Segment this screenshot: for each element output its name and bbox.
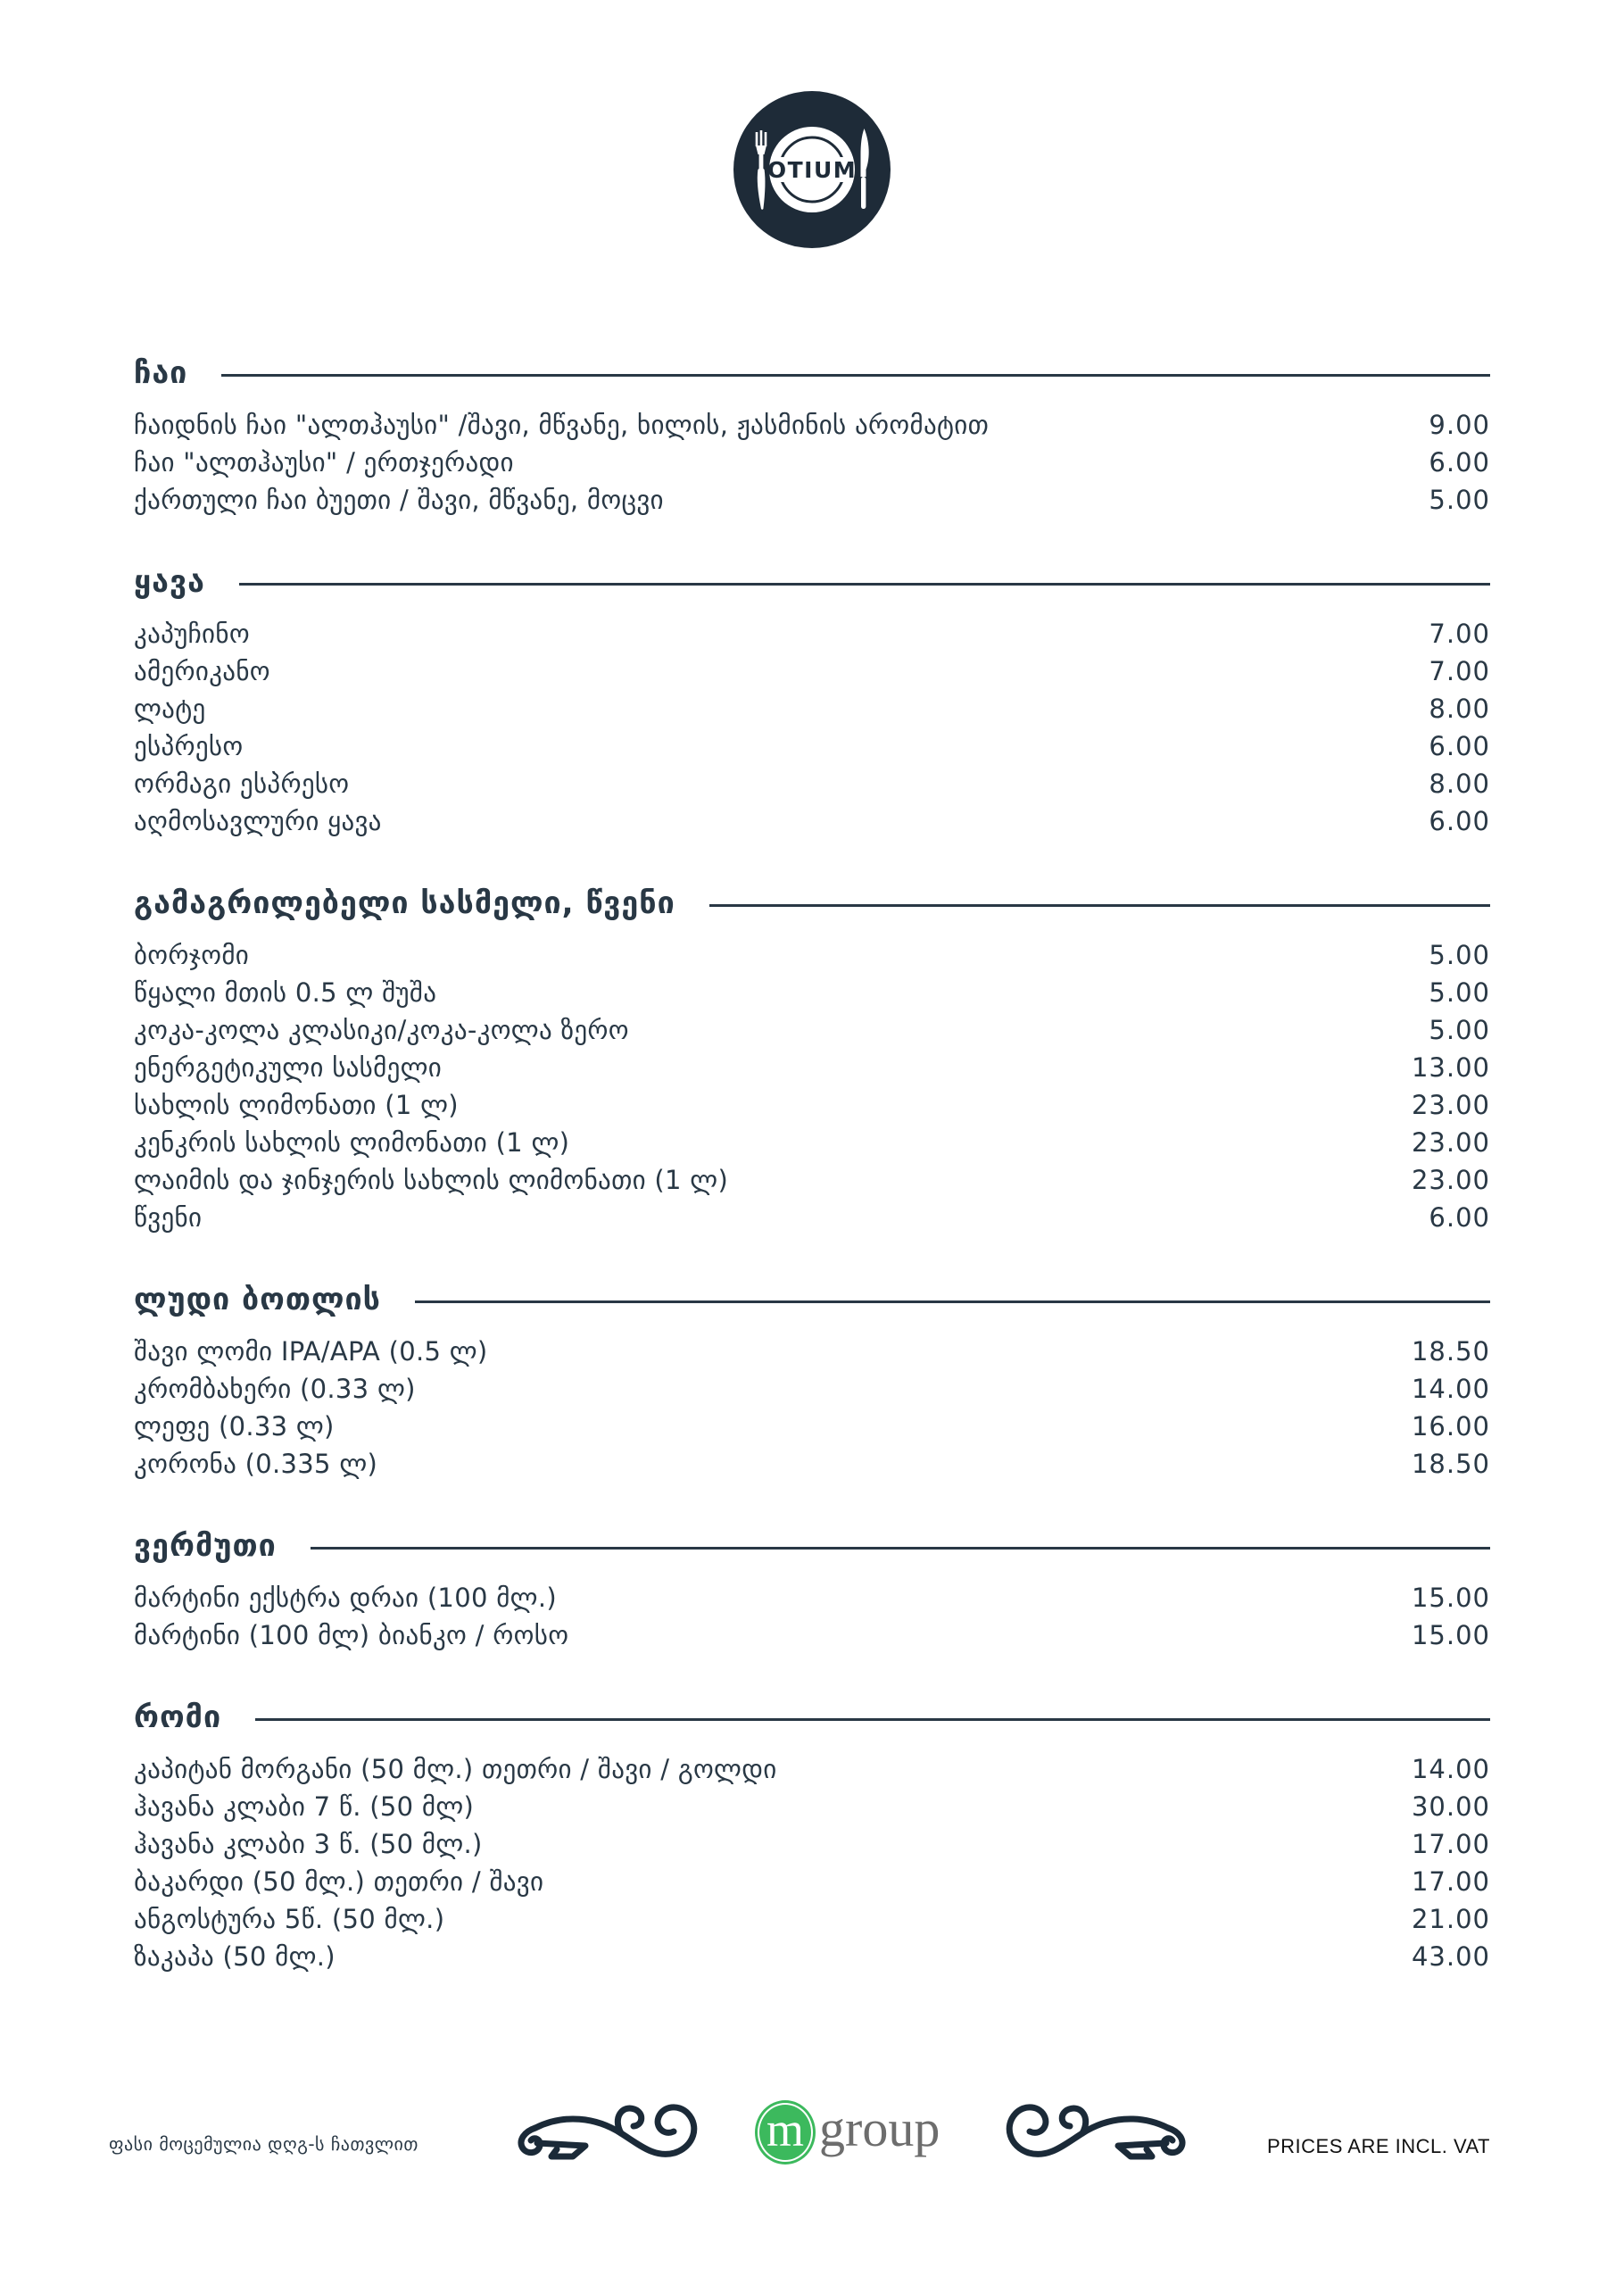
section-header xyxy=(134,883,1490,924)
section-coffee xyxy=(134,561,1490,840)
item-price: 7.00 xyxy=(1429,656,1490,686)
item-price: 16.00 xyxy=(1411,1411,1490,1442)
item-price: 15.00 xyxy=(1411,1583,1490,1613)
logo-text: OTIUM xyxy=(766,157,858,183)
item-name: ბაკარდი (50 მლ.) თეთრი / შავი xyxy=(134,1866,544,1897)
menu-item-row xyxy=(134,1161,1490,1199)
menu-item-row xyxy=(134,1049,1490,1086)
item-name: კრომბახერი (0.33 ლ) xyxy=(134,1374,416,1404)
item-price: 17.00 xyxy=(1411,1829,1490,1859)
section-title: ყავა xyxy=(134,564,205,600)
section-header xyxy=(134,1279,1490,1320)
item-price: 23.00 xyxy=(1411,1165,1490,1195)
section-header xyxy=(134,353,1490,394)
item-price: 5.00 xyxy=(1429,485,1490,515)
menu-item-row xyxy=(134,727,1490,765)
item-price: 5.00 xyxy=(1429,977,1490,1008)
menu-item-row xyxy=(134,936,1490,974)
item-price: 6.00 xyxy=(1429,731,1490,761)
menu-item-row xyxy=(134,1788,1490,1825)
section-divider xyxy=(255,1718,1490,1721)
section-rum xyxy=(134,1697,1490,1975)
section-divider xyxy=(415,1300,1490,1303)
menu-item-row xyxy=(134,1011,1490,1049)
item-name: კენკრის სახლის ლიმონათი (1 ლ) xyxy=(134,1127,570,1158)
section-title: რომი xyxy=(134,1699,222,1735)
menu-item-row xyxy=(134,1616,1490,1654)
section-vermouth xyxy=(134,1525,1490,1654)
menu-item-row xyxy=(134,481,1490,519)
menu-item-row xyxy=(134,1086,1490,1124)
item-name: კორონა (0.335 ლ) xyxy=(134,1449,378,1479)
vat-note-georgian: ფასი მოცემულია დღგ-ს ჩათვლით xyxy=(109,2133,418,2155)
flourish-left-icon xyxy=(510,2092,702,2171)
menu-item-row xyxy=(134,1333,1490,1370)
item-name: ზაკაპა (50 მლ.) xyxy=(134,1941,336,1972)
section-title: ვერმუთი xyxy=(134,1528,277,1564)
menu-item-row xyxy=(134,974,1490,1011)
item-price: 8.00 xyxy=(1429,769,1490,799)
item-name: ქართული ჩაი ბუეთი / შავი, მწვანე, მოცვი xyxy=(134,485,664,515)
menu-item-row xyxy=(134,1900,1490,1938)
section-title: ლუდი ბოთლის xyxy=(134,1282,382,1317)
otium-logo-icon xyxy=(732,89,892,250)
item-price: 8.00 xyxy=(1429,694,1490,724)
item-name: აღმოსავლური ყავა xyxy=(134,806,382,836)
item-price: 21.00 xyxy=(1411,1904,1490,1934)
item-price: 6.00 xyxy=(1429,806,1490,836)
menu-item-row xyxy=(134,1124,1490,1161)
menu-item-row xyxy=(134,1825,1490,1863)
item-name: ჩაიდნის ჩაი "ალთჰაუსი" /შავი, მწვანე, ხილის, ჟასმინის არომატით xyxy=(134,410,990,440)
item-name: კაპუჩინო xyxy=(134,619,250,649)
menu-item-row xyxy=(134,1408,1490,1445)
item-price: 17.00 xyxy=(1411,1866,1490,1897)
item-name: მარტინი ექსტრა დრაი (100 მლ.) xyxy=(134,1583,557,1613)
menu-item-row xyxy=(134,1445,1490,1483)
item-price: 18.50 xyxy=(1411,1449,1490,1479)
mgroup-circle-icon xyxy=(755,2100,816,2165)
item-name: ლაიმის და ჯინჯერის სახლის ლიმონათი (1 ლ) xyxy=(134,1165,729,1195)
item-name: ორმაგი ესპრესო xyxy=(134,769,350,799)
item-price: 13.00 xyxy=(1411,1052,1490,1083)
item-name: ამერიკანო xyxy=(134,656,270,686)
vat-note-english: PRICES ARE INCL. VAT xyxy=(1266,2135,1490,2157)
menu-item-row xyxy=(134,802,1490,840)
item-name: ლეფე (0.33 ლ) xyxy=(134,1411,335,1442)
menu-item-row xyxy=(134,1579,1490,1616)
item-price: 5.00 xyxy=(1429,1015,1490,1045)
menu-item-row xyxy=(134,652,1490,690)
section-title: გამაგრილებელი სასმელი, წვენი xyxy=(134,885,675,921)
section-title: ჩაი xyxy=(134,355,188,391)
section-header xyxy=(134,1525,1490,1566)
item-name: ანგოსტურა 5წ. (50 მლ.) xyxy=(134,1904,445,1934)
menu-item-row xyxy=(134,444,1490,481)
item-price: 23.00 xyxy=(1411,1090,1490,1120)
section-header xyxy=(134,561,1490,602)
menu-item-row xyxy=(134,1938,1490,1975)
mgroup-logo xyxy=(755,2099,940,2165)
menu-item-row xyxy=(134,615,1490,652)
item-name: ენერგეტიკული სასმელი xyxy=(134,1052,443,1083)
item-name: წყალი მთის 0.5 ლ შუშა xyxy=(134,977,437,1008)
menu-item-row xyxy=(134,690,1490,727)
flourish-right-icon xyxy=(1001,2092,1193,2171)
section-beer xyxy=(134,1279,1490,1483)
item-name: ლატე xyxy=(134,694,206,724)
item-price: 30.00 xyxy=(1411,1791,1490,1822)
menu-item-row xyxy=(134,1863,1490,1900)
menu-item-row xyxy=(134,1199,1490,1236)
item-name: ჰავანა კლაბი 3 წ. (50 მლ.) xyxy=(134,1829,483,1859)
menu-item-row xyxy=(134,1750,1490,1788)
item-price: 14.00 xyxy=(1411,1754,1490,1784)
item-price: 5.00 xyxy=(1429,940,1490,970)
item-price: 6.00 xyxy=(1429,447,1490,478)
item-price: 23.00 xyxy=(1411,1127,1490,1158)
item-name: სახლის ლიმონათი (1 ლ) xyxy=(134,1090,459,1120)
item-name: მარტინი (100 მლ) ბიანკო / როსო xyxy=(134,1620,569,1650)
section-divider xyxy=(239,583,1490,586)
otium-logo xyxy=(732,89,892,250)
item-name: კოკა-კოლა კლასიკი/კოკა-კოლა ზერო xyxy=(134,1015,629,1045)
item-price: 6.00 xyxy=(1429,1202,1490,1233)
mgroup-m-letter: m xyxy=(766,2103,804,2156)
item-name: წვენი xyxy=(134,1202,203,1233)
section-header xyxy=(134,1697,1490,1738)
item-name: ბორჯომი xyxy=(134,940,250,970)
item-name: ჩაი "ალთჰაუსი" / ერთჯერადი xyxy=(134,447,514,478)
item-price: 15.00 xyxy=(1411,1620,1490,1650)
section-divider xyxy=(709,904,1490,907)
section-divider xyxy=(311,1547,1490,1550)
item-price: 7.00 xyxy=(1429,619,1490,649)
item-name: კაპიტან მორგანი (50 მლ.) თეთრი / შავი / გოლდი xyxy=(134,1754,777,1784)
section-soft-drinks xyxy=(134,883,1490,1236)
item-price: 43.00 xyxy=(1411,1941,1490,1972)
item-name: ჰავანა კლაბი 7 წ. (50 მლ) xyxy=(134,1791,475,1822)
menu-body xyxy=(134,353,1490,2018)
item-price: 9.00 xyxy=(1429,410,1490,440)
menu-item-row xyxy=(134,1370,1490,1408)
item-name: შავი ლომი IPA/APA (0.5 ლ) xyxy=(134,1336,488,1367)
section-tea xyxy=(134,353,1490,519)
menu-item-row xyxy=(134,765,1490,802)
menu-item-row xyxy=(134,406,1490,444)
section-divider xyxy=(221,374,1490,377)
item-price: 14.00 xyxy=(1411,1374,1490,1404)
item-name: ესპრესო xyxy=(134,731,244,761)
mgroup-wordmark: group xyxy=(819,2099,940,2157)
item-price: 18.50 xyxy=(1411,1336,1490,1367)
